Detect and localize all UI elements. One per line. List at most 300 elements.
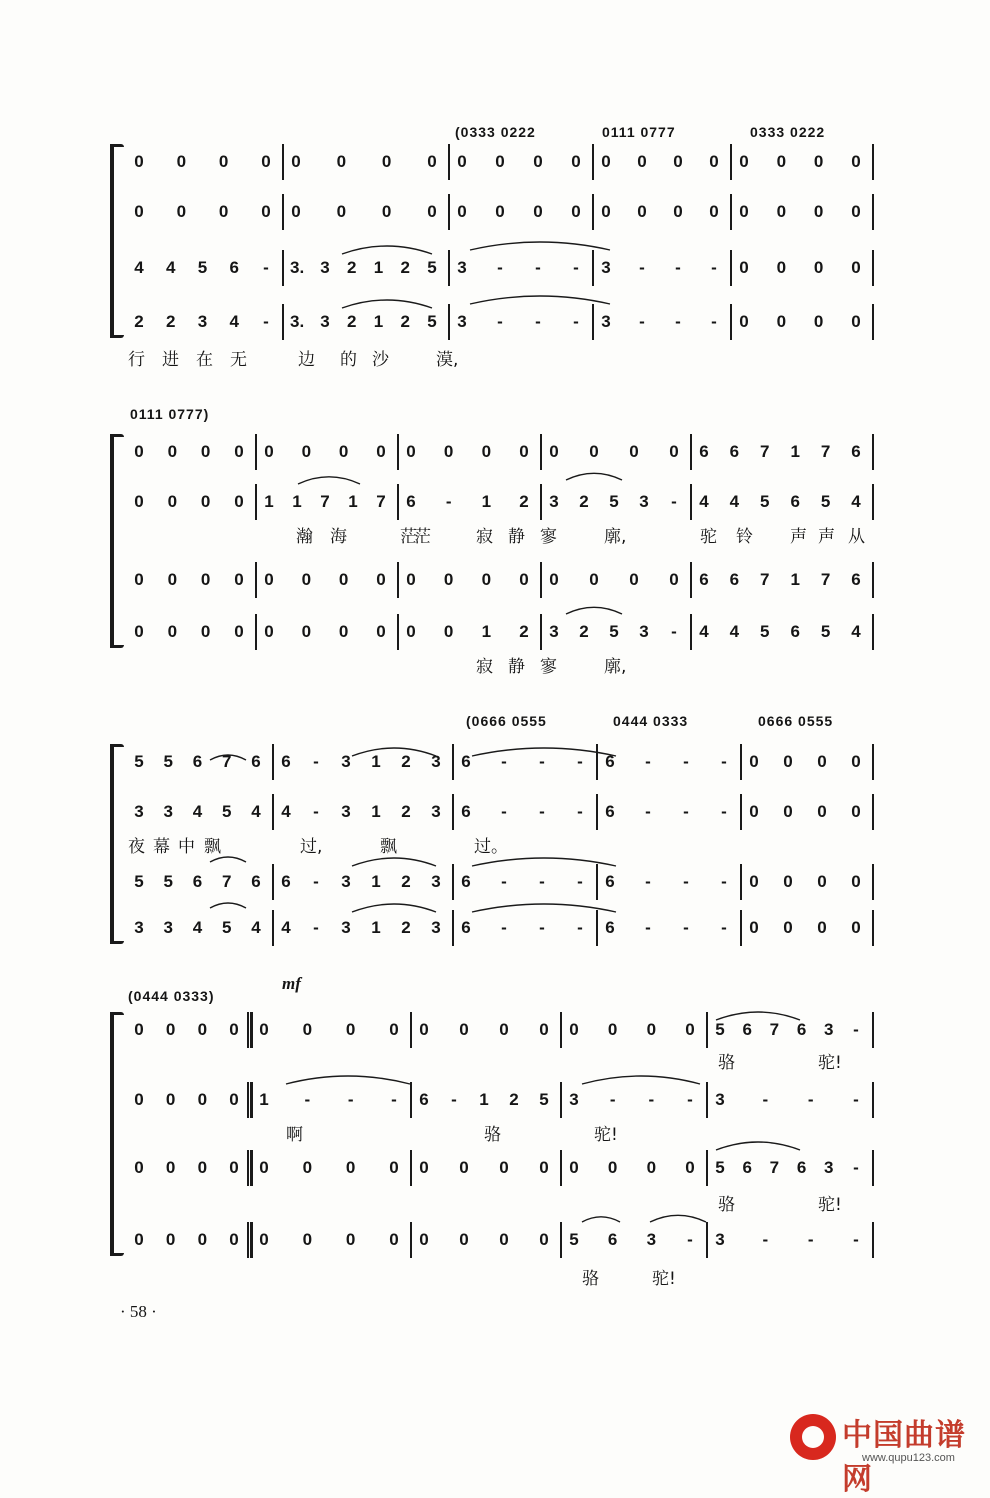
note: 0 [443,570,454,589]
note: 6 [699,442,709,461]
watermark-logo-icon [790,1414,836,1460]
note: 0 [749,802,759,821]
note: 0 [134,492,144,511]
note: 4 [166,258,176,277]
note: - [807,1090,814,1109]
note: 6 [192,752,203,771]
barline [255,484,257,520]
measure [133,800,262,824]
note: - [721,872,727,891]
note: - [853,1020,859,1039]
lyric-syllable: 飘 [380,837,397,857]
measure [748,750,862,774]
measure [133,490,245,514]
note: 6 [251,752,261,771]
note: 3 [431,752,441,771]
barline [872,910,874,946]
measure [280,916,442,940]
note: 0 [197,1020,208,1039]
barline [410,1150,412,1186]
note: 0 [419,1230,429,1249]
note: 0 [301,570,312,589]
note: 0 [459,1158,469,1177]
note: 0 [381,152,392,171]
note: 0 [389,1158,399,1177]
note: 4 [851,622,861,641]
note: - [263,258,269,277]
note: - [497,312,503,331]
note: - [313,752,319,771]
measure [456,310,582,334]
note: 0 [519,442,529,461]
note: 6 [796,1158,807,1177]
lyric-syllable: 骆 [582,1269,599,1289]
note: 0 [637,152,647,171]
note: - [683,802,689,821]
note: - [573,312,579,331]
note: - [501,918,507,937]
measure [405,620,530,644]
note: 7 [820,442,831,461]
note: - [762,1090,769,1109]
note: - [683,918,689,937]
measure [290,200,438,224]
note: 0 [338,442,349,461]
note: 0 [261,152,271,171]
note: 6 [605,872,615,891]
note: - [721,802,727,821]
barline [872,794,874,830]
voice-row [0,620,990,644]
note: 0 [749,918,759,937]
note: - [687,1230,693,1249]
note: 0 [176,152,187,171]
lyric-syllable: 的 [340,350,357,370]
note: 0 [817,752,827,771]
note: 2 [166,312,176,331]
lyric-syllable: 从 [848,527,865,547]
note: - [675,312,681,331]
note: 0 [291,202,301,221]
measure [258,1156,400,1180]
barline [282,144,284,180]
note: 3 [715,1230,725,1249]
note: 3 [431,802,441,821]
lyric-syllable: 幕 [153,837,170,857]
note: 0 [197,1158,208,1177]
note: 0 [264,622,274,641]
note: 0 [776,202,787,221]
note: 0 [165,1230,176,1249]
note: 5 [222,802,232,821]
note: 3 [646,1230,657,1249]
measure [280,750,442,774]
note: 0 [851,872,861,891]
note: 0 [673,152,683,171]
note: 2 [134,312,144,331]
note: 0 [783,802,793,821]
note: - [535,312,541,331]
barline [872,250,874,286]
note: 0 [261,202,271,221]
barline [397,614,399,650]
note: 3 [341,752,351,771]
note: 0 [419,1020,429,1039]
note: 0 [669,442,679,461]
measure [258,1228,400,1252]
note: - [648,1090,655,1109]
note: - [535,258,541,277]
note: 6 [796,1020,807,1039]
note: 4 [729,492,740,511]
note: 0 [345,1020,356,1039]
voice-row [0,200,990,224]
measure [714,1018,862,1042]
watermark [790,1408,980,1497]
note: 0 [813,258,824,277]
barline [596,910,598,946]
lyric-syllable: 在 [196,350,213,370]
note: 0 [459,1020,469,1039]
note: 6 [281,872,291,891]
note: 0 [783,872,793,891]
lyric-syllable: 驼! [818,1195,842,1215]
note: - [639,258,645,277]
note: 0 [851,202,861,221]
voice-row [0,916,990,940]
measure [133,916,262,940]
note: 0 [851,312,861,331]
lyric-syllable: 铃 [736,527,753,547]
barline [592,304,594,340]
note: 5 [760,492,770,511]
barline [706,1012,708,1048]
measure [258,1018,400,1042]
lyric-syllable: 静 [508,527,525,547]
note: 0 [338,622,349,641]
lyric-syllable: 瀚 [296,527,313,547]
note: 2 [579,492,589,511]
measure [604,750,730,774]
note: 0 [739,152,749,171]
note: 0 [200,622,211,641]
note: 0 [167,570,178,589]
lyric-syllable: 飘 [204,837,221,857]
note: 0 [264,570,274,589]
note: 4 [134,258,144,277]
note: - [501,752,507,771]
note: 0 [571,202,581,221]
barline [872,562,874,598]
measure [133,256,272,280]
note: 0 [481,442,492,461]
note: 6 [461,918,471,937]
note: 6 [605,918,615,937]
note: 0 [589,570,599,589]
note: 0 [134,1230,144,1249]
note: 0 [776,152,787,171]
barline [592,250,594,286]
note: - [577,872,583,891]
note: 6 [419,1090,429,1109]
measure [133,1228,240,1252]
voice-row [0,1156,990,1180]
accompaniment-cue: 0111 0777) [130,406,210,422]
measure [698,568,862,592]
barline [740,744,742,780]
note: 6 [607,1230,618,1249]
barline [255,562,257,598]
voice-row [0,750,990,774]
barline [448,304,450,340]
note: - [609,1090,616,1109]
note: 0 [200,442,211,461]
note: - [675,258,681,277]
note: 0 [302,1158,313,1177]
note: - [577,918,583,937]
barline [272,794,274,830]
note: - [539,872,545,891]
lyric-syllable: 驼! [818,1053,842,1073]
note: 5 [427,258,437,277]
note: 1 [371,802,381,821]
note: - [313,918,319,937]
note: 1 [790,442,800,461]
note: 5 [197,258,208,277]
note: 0 [234,622,244,641]
lyric-syllable: 过。 [474,837,508,857]
barline [272,864,274,900]
note: 0 [709,152,719,171]
note: 0 [406,442,416,461]
note: - [645,802,651,821]
note: - [711,312,717,331]
note: 6 [192,872,203,891]
measure [604,916,730,940]
note: 0 [817,872,827,891]
barline [560,1222,562,1258]
note: 1 [259,1090,269,1109]
accompaniment-cue: (0666 0555 [466,713,547,729]
note: 0 [499,1158,509,1177]
note: 6 [790,622,800,641]
note: 4 [851,492,861,511]
barline [872,304,874,340]
note: 0 [345,1230,356,1249]
note: - [347,1090,354,1109]
note: 0 [457,152,467,171]
note: 0 [637,202,647,221]
note: 0 [376,570,386,589]
barline [872,614,874,650]
note: 0 [218,202,229,221]
note: - [762,1230,769,1249]
note: 0 [134,570,144,589]
note: 1 [348,492,358,511]
note: 0 [685,1158,695,1177]
measure [600,200,720,224]
note: 2 [400,258,410,277]
lyric-syllable: 驼! [594,1125,618,1145]
barline [448,194,450,230]
note: - [577,752,583,771]
system-bracket [110,744,114,944]
lyric-syllable: 声 [818,527,835,547]
note: 3 [639,622,649,641]
barline [247,1082,253,1118]
barline [872,484,874,520]
measure [418,1088,550,1112]
note: 3 [163,918,173,937]
note: 0 [569,1158,579,1177]
note: 1 [292,492,302,511]
note: 0 [783,752,793,771]
barline [872,744,874,780]
measure [133,750,262,774]
barline [872,1150,874,1186]
note: 0 [549,442,559,461]
measure [748,800,862,824]
note: 6 [461,872,471,891]
note: 0 [813,152,824,171]
note: 3 [431,872,441,891]
note: - [313,802,319,821]
barline [247,1222,253,1258]
note: 0 [495,152,505,171]
note: 0 [673,202,683,221]
note: 0 [813,202,824,221]
measure [714,1156,862,1180]
barline [740,794,742,830]
note: 0 [389,1230,399,1249]
note: 0 [167,622,178,641]
barline [540,562,542,598]
note: 0 [345,1158,356,1177]
note: 0 [200,570,211,589]
measure [133,620,245,644]
barline [560,1150,562,1186]
note: 4 [699,622,709,641]
note: 0 [259,1158,269,1177]
measure [133,150,272,174]
note: 0 [607,1158,618,1177]
barline [872,1082,874,1118]
note: 0 [427,202,437,221]
lyric-syllable: 寥 [540,527,557,547]
note: - [497,258,503,277]
lyric-syllable: 驼 [700,527,717,547]
measure [418,1156,550,1180]
note: 0 [569,1020,579,1039]
note: 0 [406,570,416,589]
note: 0 [851,918,861,937]
measure [280,800,442,824]
note: 0 [427,152,437,171]
barline [410,1222,412,1258]
note: 5 [609,622,619,641]
lyric-syllable: 沙 [372,350,389,370]
measure [460,750,586,774]
measure [548,490,680,514]
note: 0 [134,1020,144,1039]
accompaniment-cue: 0666 0555 [758,713,834,729]
note: 4 [192,802,203,821]
note: 0 [259,1230,269,1249]
note: - [853,1230,859,1249]
voice-row [0,256,990,280]
page-number: · 58 · [120,1302,157,1321]
measure [548,620,680,644]
note: 0 [499,1020,509,1039]
barline [540,614,542,650]
note: 0 [851,802,861,821]
measure [600,150,720,174]
note: - [645,752,651,771]
note: 1 [373,258,384,277]
measure [418,1228,550,1252]
note: 5 [427,312,437,331]
note: 0 [176,202,187,221]
measure [133,200,272,224]
measure [698,490,862,514]
measure [133,1156,240,1180]
note: 0 [495,202,505,221]
note: 5 [715,1158,725,1177]
accompaniment-cue: 0333 0222 [750,124,826,140]
note: 0 [549,570,559,589]
barline [592,194,594,230]
note: 0 [336,152,347,171]
note: 7 [820,570,831,589]
note: 0 [443,442,454,461]
note: 3 [197,312,208,331]
note: - [501,872,507,891]
barline [730,250,732,286]
note: - [539,918,545,937]
lyric-syllable: 行 [128,350,145,370]
note: 0 [589,442,599,461]
note: 2 [346,312,357,331]
note: 0 [709,202,719,221]
note: 0 [229,1158,239,1177]
note: 0 [301,442,312,461]
note: 0 [817,802,827,821]
note: - [721,752,727,771]
lyric-syllable: 骆 [484,1125,501,1145]
note: 0 [165,1090,176,1109]
barline [272,910,274,946]
lyric-syllable: 中 [178,837,195,857]
note: - [313,872,319,891]
note: 0 [739,202,749,221]
barline [247,1150,253,1186]
measure [456,256,582,280]
measure [456,150,582,174]
measure [263,620,387,644]
measure [698,620,862,644]
measure [405,440,530,464]
note: 3. [290,312,305,331]
note: 2 [346,258,357,277]
note: 7 [320,492,330,511]
note: 6 [605,752,615,771]
note: 4 [281,802,291,821]
voice-row [0,568,990,592]
note: 5 [820,492,831,511]
note: 3 [341,918,351,937]
note: 1 [371,918,381,937]
watermark-title: 中国曲谱网 [842,1418,966,1497]
